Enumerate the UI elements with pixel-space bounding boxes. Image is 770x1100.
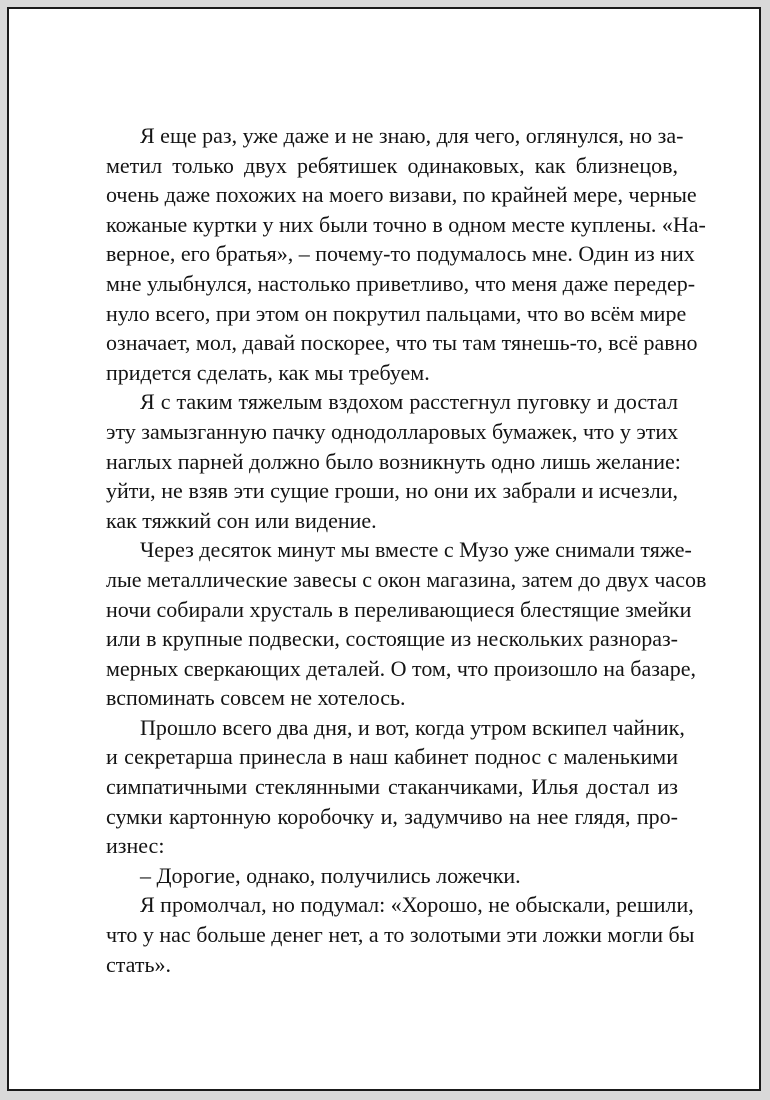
text-line: Я промолчал, но подумал: «Хорошо, не обыскали, решили, <box>140 892 694 918</box>
text-line: Через десяток минут мы вместе с Музо уже снимали тяже- <box>140 537 692 563</box>
text-line: очень даже похожих на моего визави, по крайней мере, черные <box>106 182 697 208</box>
text-line: придется сделать, как мы требуем. <box>106 359 430 385</box>
page-text <box>106 121 707 979</box>
paragraph-1 <box>106 121 706 387</box>
text-line: сумки картонную коробочку и, задумчиво на нее глядя, про- <box>106 803 678 829</box>
text-line: – Дорогие, однако, получились ложечки. <box>140 862 521 888</box>
text-line: наглых парней должно было возникнуть одно лишь желание: <box>106 448 681 474</box>
text-line: эту замызганную пачку однодолларовых бумажек, что у этих <box>106 418 679 444</box>
text-line: или в крупные подвески, состоящие из нескольких разнораз- <box>106 626 678 652</box>
text-line: кожаные куртки у них были точно в одном месте куплены. «На- <box>106 211 706 237</box>
book-page <box>7 7 761 1091</box>
text-line: нуло всего, при этом он покрутил пальцами, что во всём мире <box>106 300 687 326</box>
text-line: метил только двух ребятишек одинаковых, как близнецов, <box>106 152 678 178</box>
text-line: как тяжкий сон или видение. <box>106 507 377 533</box>
text-line: верное, его братья», – почему-то подумалось мне. Один из них <box>106 241 695 267</box>
paragraph-5 <box>106 861 678 891</box>
text-line: ночи собирали хрусталь в переливающиеся блестящие змейки <box>106 596 692 622</box>
text-line: стать». <box>106 951 171 977</box>
paragraph-3 <box>106 535 707 713</box>
text-line: мне улыбнулся, настолько приветливо, что меня даже передер- <box>106 270 696 296</box>
text-line: мерных сверкающих деталей. О том, что произошло на базаре, <box>106 655 696 681</box>
text-line: Я с таким тяжелым вздохом расстегнул пуговку и достал <box>140 389 678 415</box>
text-line: Я еще раз, уже даже и не знаю, для чего, оглянулся, но за- <box>140 123 684 148</box>
text-line: изнес: <box>106 833 165 859</box>
text-line: означает, мол, давай поскорее, что ты там тянешь-то, всё равно <box>106 330 698 356</box>
text-line: Прошло всего два дня, и вот, когда утром вскипел чайник, <box>140 714 685 740</box>
paragraph-4 <box>106 713 685 861</box>
paragraph-2 <box>106 387 681 535</box>
text-line: что у нас больше денег нет, а то золотыми эти ложки могли бы <box>106 922 695 948</box>
text-line: вспоминать совсем не хотелось. <box>106 685 406 711</box>
paragraph-6 <box>106 890 695 979</box>
text-line: уйти, не взяв эти сущие гроши, но они их забрали и исчезли, <box>106 478 678 504</box>
text-line: лые металлические завесы с окон магазина, затем до двух часов <box>106 566 707 592</box>
text-line: и секретарша принесла в наш кабинет поднос с маленькими <box>106 744 678 770</box>
text-line: симпатичными стеклянными стаканчиками, Илья достал из <box>106 774 678 800</box>
